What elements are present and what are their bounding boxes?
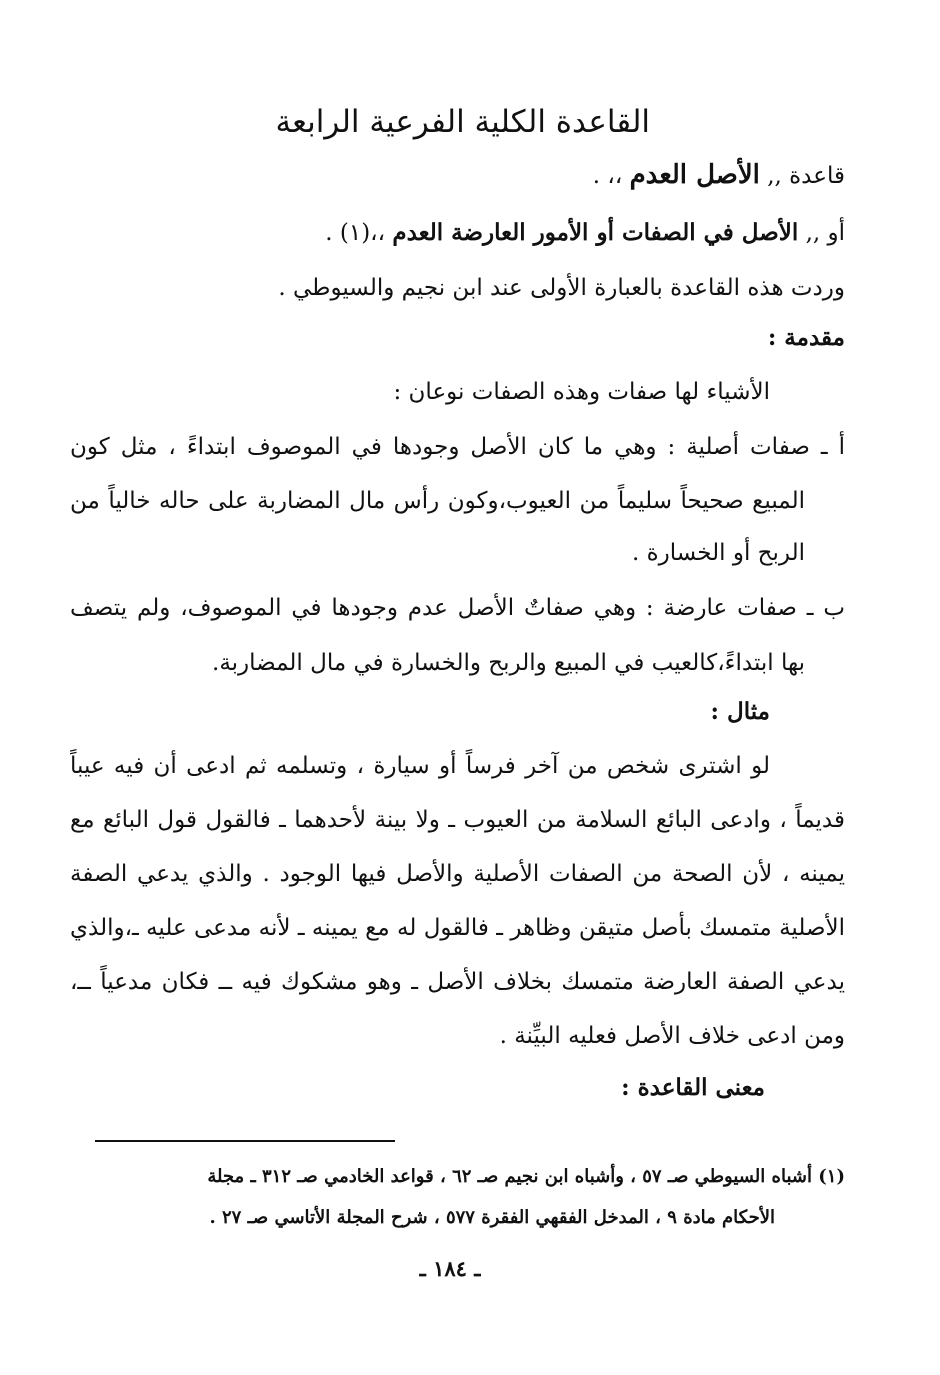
- intro-a-line-3: الربح أو الخسارة .: [631, 540, 805, 566]
- intro-lead: الأشياء لها صفات وهذه الصفات نوعان :: [393, 379, 770, 405]
- page-number: ـ ١٨٤ ـ: [419, 1256, 481, 1281]
- rule-line-1: [70, 155, 845, 195]
- rule-line-2-prefix: أو ,,: [805, 220, 845, 246]
- intro-a-line-1: أ ـ صفات أصلية : وهي ما كان الأصل وجودها في الموصوف ابتداءً ، مثل كون: [70, 434, 845, 460]
- footnote-separator: [95, 1140, 395, 1142]
- example-line-1: لو اشترى شخص من آخر فرساً أو سيارة ، وتسلمه ثم ادعى أن فيه عيباً: [70, 753, 770, 779]
- footnote-line-1: [130, 1160, 845, 1194]
- rule-line-2: [70, 213, 845, 253]
- intro-heading: مقدمة :: [767, 324, 845, 351]
- rule-line-1-text: الأصل العدم: [629, 160, 760, 190]
- page-title: القاعدة الكلية الفرعية الرابعة: [275, 104, 650, 140]
- rule-line-1-suffix: ،، .: [592, 163, 623, 189]
- example-line-2: قديماً ، وادعى البائع السلامة من العيوب ـ ولا بينة لأحدهما ـ فالقول قول البائع مع: [70, 807, 845, 833]
- example-heading: مثال :: [710, 698, 770, 725]
- example-line-5: يدعي الصفة العارضة متمسك بخلاف الأصل ـ وهو مشكوك فيه ــ فكان مدعياً ــ،: [70, 969, 845, 995]
- meaning-heading: معنى القاعدة :: [621, 1074, 765, 1101]
- footnote-marker: (١): [818, 1166, 845, 1187]
- rule-line-1-prefix: قاعدة ,,: [767, 163, 845, 189]
- example-line-6: ومن ادعى خلاف الأصل فعليه البيِّنة .: [499, 1023, 845, 1049]
- example-line-3: يمينه ، لأن الصحة من الصفات الأصلية والأصل فيها الوجود . والذي يدعي الصفة: [70, 861, 845, 887]
- rule-line-2-text: الأصل في الصفات أو الأمور العارضة العدم: [392, 219, 799, 246]
- intro-b-line-1: ب ـ صفات عارضة : وهي صفاتٌ الأصل عدم وجودها في الموصوف، ولم يتصف: [70, 595, 845, 621]
- footnote-line-2: الأحكام مادة ٩ ، المدخل الفقهي الفقرة ٥٧٧ ، شرح المجلة الأتاسي صـ ٢٧ .: [209, 1207, 775, 1228]
- intro-b-line-2: بها ابتداءً،كالعيب في المبيع والربح والخسارة في مال المضاربة.: [212, 650, 805, 676]
- example-line-4: الأصلية متمسك بأصل متيقن وظاهر ـ فالقول له مع يمينه ـ لأنه مدعى عليه ـ،والذي: [70, 915, 845, 941]
- rule-line-3: وردت هذه القاعدة بالعبارة الأولى عند ابن نجيم والسيوطي .: [278, 275, 845, 301]
- footnote-line-1-text: أشباه السيوطي صـ ٥٧ ، وأشباه ابن نجيم صـ ٦٢ ، قواعد الخادمي صـ ٣١٢ ـ مجلة: [207, 1166, 812, 1187]
- intro-a-line-2: المبيع صحيحاً سليماً من العيوب،وكون رأس مال المضاربة على حاله خالياً من: [70, 488, 805, 514]
- rule-line-2-suffix: ،،(١) .: [325, 220, 386, 246]
